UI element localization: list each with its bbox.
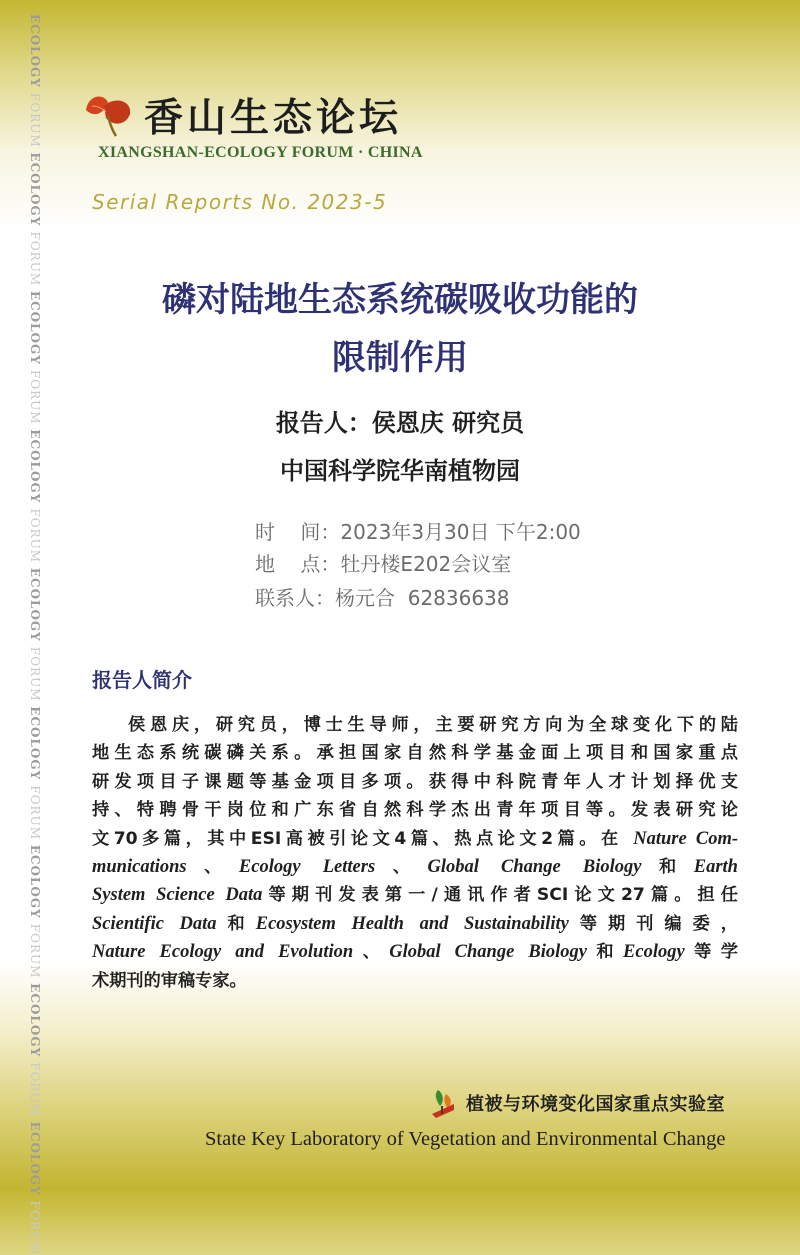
side-text-forum: FORUM xyxy=(28,369,42,430)
bio-text xyxy=(92,711,738,995)
bio-line: 地生态系统碳磷关系。承担国家自然科学基金面上项目和国家重点 xyxy=(92,743,738,764)
reporter-affiliation: 中国科学院华南植物园 xyxy=(280,457,520,485)
side-text-ecology: ECOLOGY xyxy=(28,429,42,509)
forum-logo xyxy=(82,85,402,145)
side-text-forum: FORUM xyxy=(28,1062,42,1122)
side-text-forum: FORUM xyxy=(28,785,42,845)
side-text-forum: FORUM xyxy=(28,231,42,291)
side-text-ecology: ECOLOGY xyxy=(28,844,42,924)
side-text-forum: FORUM xyxy=(28,508,42,568)
report-title-line1: 磷对陆地生态系统碳吸收功能的 xyxy=(162,280,638,320)
event-contact: 联系人：杨元合 62836638 xyxy=(255,586,510,610)
side-text-ecology: ECOLOGY xyxy=(28,152,42,232)
bio-line: 研发项目子课题等基金项目多项。获得中科院青年人才计划择优支 xyxy=(92,771,738,792)
side-text-ecology: ECOLOGY xyxy=(28,290,42,370)
bio-line: 持、特聘骨干岗位和广东省自然科学杰出青年项目等。发表研究论 xyxy=(92,800,738,821)
bio-line: 侯恩庆，研究员，博士生导师，主要研究方向为全球变化下的陆 xyxy=(128,715,738,735)
side-text-ecology: ECOLOGY xyxy=(28,14,42,94)
bio-line: Scientific Data和Ecosystem Health and Sustainability等期刊编委， xyxy=(92,913,738,934)
bio-line: Nature Ecology and Evolution、Global Change Biology和Ecology等学 xyxy=(92,942,738,963)
forum-name-cn: 香山生态论坛 xyxy=(144,95,403,141)
bio-line: 术期刊的审稿专家。 xyxy=(92,970,247,991)
side-text-forum: FORUM xyxy=(28,646,42,707)
lab-logo xyxy=(430,1088,725,1118)
bio-line: munications、Ecology Letters、Global Change Biology和Earth xyxy=(92,857,738,878)
side-watermark xyxy=(26,14,46,1255)
event-place: 地 点：牡丹楼E202会议室 xyxy=(255,552,512,576)
side-text-forum: FORUM xyxy=(28,93,42,153)
reporter-name: 报告人：侯恩庆 研究员 xyxy=(275,409,525,437)
side-text-ecology: ECOLOGY xyxy=(28,983,42,1063)
side-text-forum: FORUM xyxy=(28,923,42,984)
report-title-line2: 限制作用 xyxy=(332,338,468,378)
leaf-logo-icon xyxy=(82,92,134,138)
side-text-ecology: ECOLOGY xyxy=(28,567,42,647)
bio-heading: 报告人简介 xyxy=(92,668,192,692)
side-text-ecology: ECOLOGY xyxy=(28,1121,42,1201)
forum-name-en: XIANGSHAN-ECOLOGY FORUM · CHINA xyxy=(98,144,423,161)
side-text-ecology: ECOLOGY xyxy=(28,706,42,786)
lab-name-en: State Key Laboratory of Vegetation and Environmental Change xyxy=(205,1128,726,1150)
bio-line: 文70多篇，其中ESI高被引论文4篇、热点论文2篇。在 Nature Com- xyxy=(92,828,739,849)
serial-number: Serial Reports No. 2023-5 xyxy=(92,190,388,214)
lab-name-cn: 植被与环境变化国家重点实验室 xyxy=(466,1094,725,1115)
side-text-forum: FORUM xyxy=(28,1200,42,1255)
lab-emblem-icon xyxy=(430,1088,456,1118)
bio-line: System Science Data等期刊发表第一/通讯作者SCI论文27篇。担任 xyxy=(92,885,738,906)
event-time: 时 间：2023年3月30日 下午2:00 xyxy=(255,520,581,544)
